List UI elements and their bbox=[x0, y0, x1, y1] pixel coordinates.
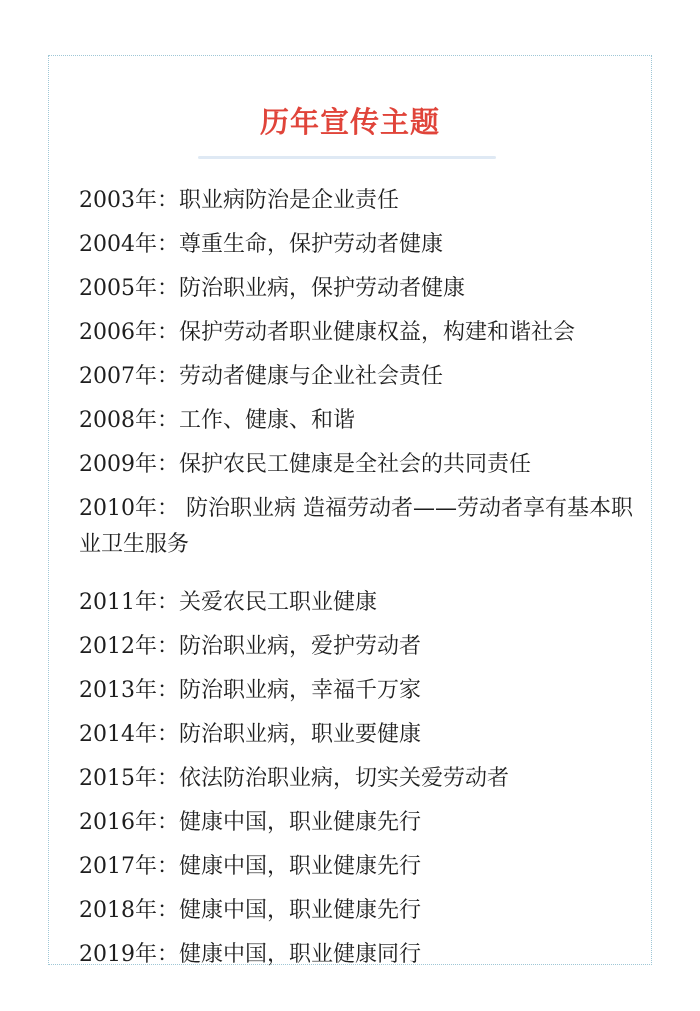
list-item: 2014年：防治职业病，职业要健康 bbox=[79, 722, 421, 747]
list-item: 2019年：健康中国，职业健康同行 bbox=[79, 942, 421, 967]
list-item: 2006年：保护劳动者职业健康权益，构建和谐社会 bbox=[79, 320, 575, 345]
list-item: 2004年：尊重生命，保护劳动者健康 bbox=[79, 232, 443, 257]
list-item: 2017年：健康中国，职业健康先行 bbox=[79, 854, 421, 879]
list-item: 2005年：防治职业病，保护劳动者健康 bbox=[79, 276, 465, 301]
list-item: 2015年：依法防治职业病，切实关爱劳动者 bbox=[79, 766, 509, 791]
list-item: 2010年： 防治职业病 造福劳动者——劳动者享有基本职业卫生服务 bbox=[79, 496, 633, 557]
title-underline bbox=[198, 156, 496, 159]
list-item: 2018年：健康中国，职业健康先行 bbox=[79, 898, 421, 923]
list-item: 2008年：工作、健康、和谐 bbox=[79, 408, 355, 433]
list-item: 2016年：健康中国，职业健康先行 bbox=[79, 810, 421, 835]
page-title: 历年宣传主题 bbox=[259, 105, 440, 139]
theme-list bbox=[79, 183, 639, 981]
list-item: 2003年：职业病防治是企业责任 bbox=[79, 188, 399, 213]
list-item: 2011年：关爱农民工职业健康 bbox=[79, 590, 377, 615]
list-item: 2013年：防治职业病，幸福千万家 bbox=[79, 678, 421, 703]
list-item: 2009年：保护农民工健康是全社会的共同责任 bbox=[79, 452, 531, 477]
list-item: 2012年：防治职业病，爱护劳动者 bbox=[79, 634, 421, 659]
list-item: 2007年：劳动者健康与企业社会责任 bbox=[79, 364, 443, 389]
